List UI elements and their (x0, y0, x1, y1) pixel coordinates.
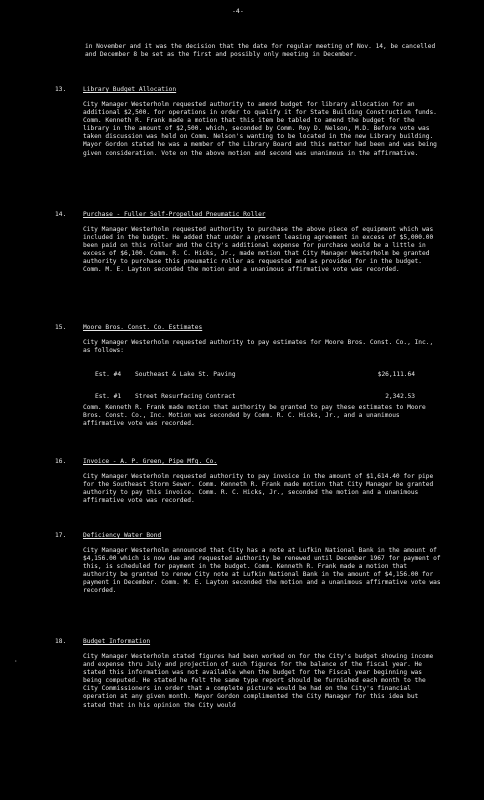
item-number: 16. (55, 458, 67, 465)
estimate-number: Est. #4 (95, 371, 122, 378)
item-body: City Manager Westerholm requested authority to pay invoice in the amount of $1,614.40 for pipe for the Southeast Storm Sewer. Comm. Kenneth R. Frank made motion that City Manager be granted authority to pay this invoice. Comm. R. C. Hicks, Jr., seconded the motion and a unanimous affirmative vote was recorded. (83, 473, 434, 505)
item-number: 18. (55, 638, 67, 645)
item-title: Purchase - Fuller Self-Propelled Pneumatic Roller (83, 211, 266, 218)
item-number: 15. (55, 324, 67, 331)
item-body: City Manager Westerholm requested authority to amend budget for library allocation for an additional $2,500. for operations in order to qualify it for State Building Construction funds. Comm. Kenneth R. Frank made a motion that this item be tabled to amend the budget for the library in the amount of $2,500. which, seconded by Comm. Roy D. Nelson, M.D. Before vote was taken discussion was held on Comm. Nelson's wanting to be located in the new Library building. Mayor Gordon stated he was a member of the Library Board and this matter had been and was being given consideration. Vote on the above motion and second was unanimous in the affirmative. (83, 101, 437, 157)
estimate-amount: $26,111.64 (377, 371, 415, 378)
estimate-description: Street Resurfacing Contract (135, 393, 236, 400)
item-body: City Manager Westerholm announced that City has a note at Lufkin National Bank in the amount of $4,156.00 which is now due and requested authority be renewed until December 1967 for payment of this, is scheduled for payment in the budget. Comm. Kenneth R. Frank made a motion that authority be granted to renew City note at Lufkin National Bank in the amount of $4,156.00 for payment in December. Comm. M. E. Layton seconded the motion and a unanimous affirmative vote was recorded. (83, 547, 441, 595)
table-row (95, 371, 415, 379)
item-number: 14. (55, 211, 67, 218)
item-number: 13. (55, 86, 67, 93)
item-title: Deficiency Water Bond (83, 532, 162, 539)
item-body: City Manager Westerholm stated figures had been worked on for the City's budget showing income and expense thru July and projection of such figures for the balance of the fiscal year. He stated this information was not available when the budget for the Fiscal year beginning was being computed. He stated he felt the same type report should be furnished each month to the City Commissioners in order that a complete picture would be had on the City's financial operation at any given month. Mayor Gordon complimented the City Manager for this idea but stated that in his opinion the City would (83, 653, 434, 709)
estimate-number: Est. #1 (95, 393, 122, 400)
item-title: Moore Bros. Const. Co. Estimates (83, 324, 203, 331)
item-title: Library Budget Allocation (83, 86, 177, 93)
item-number: 17. (55, 532, 67, 539)
item-body: City Manager Westerholm requested authority to purchase the above piece of equipment which was included in the budget. He added that under a present leasing agreement in excess of $5,000.00 been paid on this roller and the City's additional expense for purchase would be a little in excess of $6,100. Comm. R. C. Hicks, Jr., made motion that City Manager Westerholm be granted authority to purchase this pneumatic roller as requested and as provided for in the budget. Comm. M. E. Layton seconded the motion and a unanimous affirmative vote was recorded. (83, 226, 434, 274)
continued-paragraph: in November and it was the decision that the date for regular meeting of Nov. 14, be cancelled and December 8 be set as the first and possibly only meeting in December. (85, 43, 436, 59)
margin-dot: · (14, 658, 18, 665)
estimate-description: Southeast & Lake St. Paving (135, 371, 236, 378)
item-body: City Manager Westerholm requested authority to pay estimates for Moore Bros. Const. Co., Inc., as follows: (83, 339, 434, 355)
item-resolution: Comm. Kenneth R. Frank made motion that authority be granted to pay these estimates to Moore Bros. Const. Co., Inc. Motion was seconded by Comm. R. C. Hicks, Jr., and a unanimous affirmative vote was recorded. (83, 404, 426, 428)
estimate-amount: 2,342.53 (385, 393, 415, 400)
item-title: Budget Information (83, 638, 151, 645)
table-row (95, 393, 415, 401)
item-title: Invoice - A. P. Green, Pipe Mfg. Co. (83, 458, 218, 465)
page-number: -4- (232, 7, 244, 15)
